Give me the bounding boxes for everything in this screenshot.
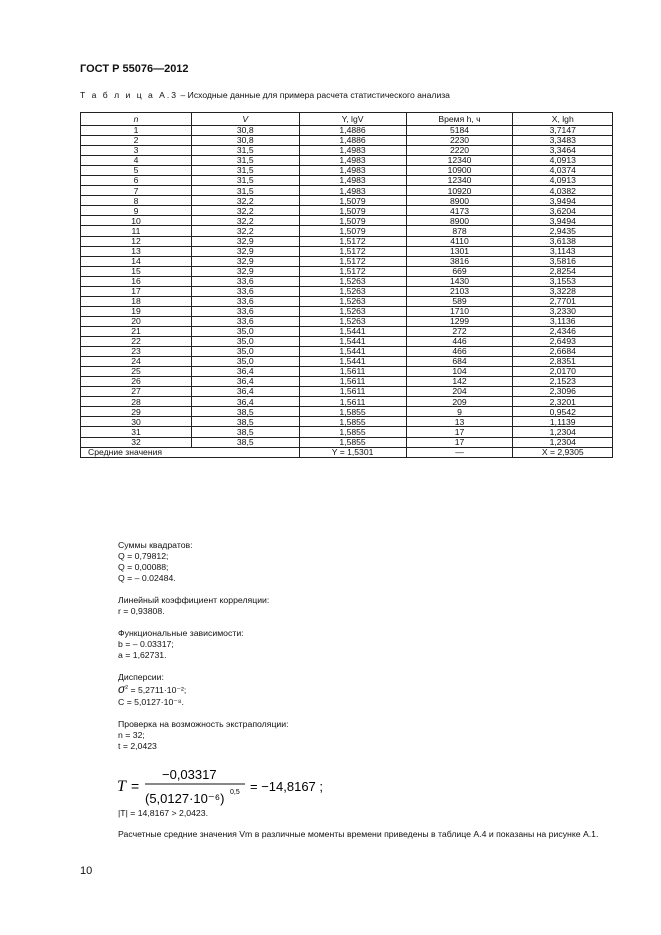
table-cell: 5184	[406, 126, 513, 136]
table-cell: 32,2	[191, 226, 299, 236]
table-cell: 21	[81, 326, 192, 336]
table-cell: 31,5	[191, 156, 299, 166]
table-cell: 2230	[406, 136, 513, 146]
qx-value: Q = 0,79812;	[118, 551, 169, 561]
table-cell: 2220	[406, 146, 513, 156]
table-cell: 14	[81, 256, 192, 266]
table-cell: 1,4886	[299, 136, 406, 146]
extrap-title: Проверка на возможность экстраполяции:	[118, 719, 289, 729]
table-cell: 272	[406, 326, 513, 336]
table-cell: 31	[81, 427, 192, 437]
col-header-x: X, lgh	[513, 113, 613, 126]
table-cell: 1,2304	[513, 437, 613, 447]
table-cell: 35,0	[191, 337, 299, 347]
table-cell: 33,6	[191, 316, 299, 326]
table-cell: 7	[81, 186, 192, 196]
table-cell: 17	[406, 437, 513, 447]
sigma-value: = 5,2711·10⁻²;	[130, 684, 187, 695]
table-cell: 2,8351	[513, 357, 613, 367]
table-cell: 3816	[406, 256, 513, 266]
table-cell: 33,6	[191, 286, 299, 296]
c-value: C = 5,0127·10⁻⁸.	[118, 697, 184, 707]
table-cell: 1301	[406, 246, 513, 256]
table-cell: 3,5816	[513, 256, 613, 266]
table-header-row	[81, 113, 613, 126]
table-row	[81, 337, 613, 347]
table-cell: 35,0	[191, 326, 299, 336]
formula-exponent: 0,5	[230, 789, 240, 796]
table-cell: 20	[81, 316, 192, 326]
table-cell: 2,1523	[513, 377, 613, 387]
table-cell: 4,0913	[513, 176, 613, 186]
table-cell: 27	[81, 387, 192, 397]
table-cell: 32,9	[191, 266, 299, 276]
table-cell: 1,5855	[299, 437, 406, 447]
table-row	[81, 146, 613, 156]
corr-title: Линейный коэффициент корреляции:	[118, 595, 270, 605]
abs-t-line: |T| = 14,8167 > 2,0423.	[118, 808, 209, 818]
table-cell: 1,5172	[299, 256, 406, 266]
table-cell: 3,9494	[513, 196, 613, 206]
table-cell: 1,5855	[299, 407, 406, 417]
table-caption	[80, 90, 450, 100]
table-cell: 2,8254	[513, 266, 613, 276]
table-cell: 33,6	[191, 296, 299, 306]
table-cell: 19	[81, 306, 192, 316]
table-cell: 1,5611	[299, 367, 406, 377]
table-cell: 30,8	[191, 126, 299, 136]
table-cell: 3,6204	[513, 206, 613, 216]
sums-title: Суммы квадратов:	[118, 540, 193, 550]
table-row	[81, 367, 613, 377]
table-row	[81, 427, 613, 437]
r-value: r = 0,93808.	[118, 606, 165, 616]
table-cell: 38,5	[191, 437, 299, 447]
t-crit-value: t = 2,0423	[118, 741, 157, 751]
table-cell: 32,2	[191, 216, 299, 226]
col-header-n: n	[81, 113, 192, 126]
table-cell: 3,3464	[513, 146, 613, 156]
table-cell: 8900	[406, 216, 513, 226]
table-cell: 1,5611	[299, 387, 406, 397]
table-cell: 4,0374	[513, 166, 613, 176]
table-cell: 25	[81, 367, 192, 377]
table-cell: 3,7147	[513, 126, 613, 136]
table-cell: 104	[406, 367, 513, 377]
table-cell: 15	[81, 266, 192, 276]
table-cell: 31,5	[191, 176, 299, 186]
table-cell: 32	[81, 437, 192, 447]
table-cell: 4,0913	[513, 156, 613, 166]
table-row	[81, 256, 613, 266]
table-row	[81, 387, 613, 397]
table-cell: 1,5263	[299, 286, 406, 296]
table-row	[81, 377, 613, 387]
table-cell: 466	[406, 347, 513, 357]
table-cell: 1,5079	[299, 196, 406, 206]
table-cell: 3,9494	[513, 216, 613, 226]
table-cell: 3,3483	[513, 136, 613, 146]
table-cell: 6	[81, 176, 192, 186]
table-cell: 3	[81, 146, 192, 156]
caption-prefix: Т а б л и ц а А.3	[80, 90, 179, 100]
table-cell: 23	[81, 347, 192, 357]
table-row	[81, 296, 613, 306]
table-cell: 10900	[406, 166, 513, 176]
table-row	[81, 286, 613, 296]
table-cell: 38,5	[191, 407, 299, 417]
table-cell: 33,6	[191, 276, 299, 286]
table-cell: 2,3201	[513, 397, 613, 407]
mean-label: Средние значения	[81, 447, 300, 457]
table-cell: 204	[406, 387, 513, 397]
table-cell: 2,0170	[513, 367, 613, 377]
n-value: n = 32;	[118, 730, 145, 740]
table-cell: 35,0	[191, 357, 299, 367]
table-cell: 11	[81, 226, 192, 236]
table-cell: 12340	[406, 156, 513, 166]
mean-y: Y = 1,5301	[299, 447, 406, 457]
table-row	[81, 347, 613, 357]
table-cell: 1,5263	[299, 306, 406, 316]
formula-t-symbol: T	[117, 778, 126, 795]
table-cell: 4173	[406, 206, 513, 216]
table-row	[81, 206, 613, 216]
disp-title: Дисперсии:	[118, 672, 164, 682]
table-cell: 2,6684	[513, 347, 613, 357]
table-row	[81, 276, 613, 286]
table-cell: 4,0382	[513, 186, 613, 196]
a-value: a = 1,62731.	[118, 650, 167, 660]
table-row	[81, 166, 613, 176]
table-cell: 1,5263	[299, 316, 406, 326]
table-cell: 1,4983	[299, 176, 406, 186]
table-cell: 1,5263	[299, 276, 406, 286]
table-row	[81, 316, 613, 326]
table-cell: 30,8	[191, 136, 299, 146]
table-row	[81, 226, 613, 236]
table-row	[81, 266, 613, 276]
table-cell: 31,5	[191, 186, 299, 196]
table-cell: 1,5441	[299, 357, 406, 367]
col-header-v: V	[191, 113, 299, 126]
final-paragraph: Расчетные средние значения Vm в различные моменты времени приведены в таблице А.4 и показаны на рисунке А.1.	[118, 829, 599, 839]
table-cell: 878	[406, 226, 513, 236]
table-cell: 10	[81, 216, 192, 226]
formula-result: = −14,8167 ;	[250, 779, 324, 794]
table-cell: 1,5263	[299, 296, 406, 306]
table-cell: 142	[406, 377, 513, 387]
table-cell: 1,5441	[299, 347, 406, 357]
table-cell: 32,2	[191, 196, 299, 206]
table-cell: 2,9435	[513, 226, 613, 236]
document-header: ГОСТ Р 55076—2012	[80, 63, 189, 75]
table-cell: 13	[81, 246, 192, 256]
table-cell: 9	[81, 206, 192, 216]
table-cell: 1,4886	[299, 126, 406, 136]
table-cell: 13	[406, 417, 513, 427]
table-row	[81, 236, 613, 246]
table-cell: 3,3228	[513, 286, 613, 296]
table-cell: 3,2330	[513, 306, 613, 316]
table-cell: 36,4	[191, 397, 299, 407]
table-cell: 2,4346	[513, 326, 613, 336]
table-row	[81, 196, 613, 206]
table-cell: 38,5	[191, 417, 299, 427]
table-cell: 1710	[406, 306, 513, 316]
table-cell: 1,5079	[299, 216, 406, 226]
table-cell: 209	[406, 397, 513, 407]
b-value: b = – 0.03317;	[118, 639, 174, 649]
table-row	[81, 397, 613, 407]
table-cell: 2	[81, 136, 192, 146]
formula-numerator: −0,03317	[162, 767, 217, 782]
table-cell: 1299	[406, 316, 513, 326]
table-cell: 2,7701	[513, 296, 613, 306]
table-cell: 3,1136	[513, 316, 613, 326]
table-cell: 35,0	[191, 347, 299, 357]
table-cell: 28	[81, 397, 192, 407]
table-cell: 669	[406, 266, 513, 276]
table-cell: 31,5	[191, 166, 299, 176]
table-cell: 33,6	[191, 306, 299, 316]
formula-denominator: (5,0127·10⁻⁶)	[145, 791, 225, 806]
table-cell: 32,9	[191, 256, 299, 266]
table-row	[81, 136, 613, 146]
table-cell: 1,5172	[299, 236, 406, 246]
table-cell: 4110	[406, 236, 513, 246]
table-cell: 1,5172	[299, 246, 406, 256]
mean-h: —	[406, 447, 513, 457]
table-cell: 16	[81, 276, 192, 286]
page-number: 10	[80, 865, 93, 877]
table-cell: 36,4	[191, 377, 299, 387]
table-cell: 36,4	[191, 387, 299, 397]
table-cell: 1,5079	[299, 206, 406, 216]
table-cell: 0,9542	[513, 407, 613, 417]
table-cell: 2,3096	[513, 387, 613, 397]
table-cell: 32,9	[191, 236, 299, 246]
table-row	[81, 156, 613, 166]
table-cell: 1,5611	[299, 377, 406, 387]
table-cell: 1,4983	[299, 146, 406, 156]
table-row	[81, 126, 613, 136]
table-cell: 3,6138	[513, 236, 613, 246]
table-cell: 8900	[406, 196, 513, 206]
table-row	[81, 306, 613, 316]
table-cell: 12	[81, 236, 192, 246]
table-row	[81, 357, 613, 367]
table-cell: 2,6493	[513, 337, 613, 347]
table-cell: 31,5	[191, 146, 299, 156]
table-footer-row	[81, 447, 613, 457]
table-cell: 26	[81, 377, 192, 387]
table-row	[81, 407, 613, 417]
formula-eq-sign: =	[131, 778, 140, 794]
table-cell: 1,5441	[299, 337, 406, 347]
table-cell: 24	[81, 357, 192, 367]
sigma-line: $\sigma^2 = 5,2711\cdot 10^{-2}$;	[118, 681, 187, 696]
col-header-h: Время h, ч	[406, 113, 513, 126]
table-cell: 1,4983	[299, 166, 406, 176]
caption-text: – Исходные данные для примера расчета статистического анализа	[178, 90, 450, 100]
col-header-y: Y, lgV	[299, 113, 406, 126]
table-cell: 4	[81, 156, 192, 166]
table-cell: 1,5172	[299, 266, 406, 276]
table-row	[81, 246, 613, 256]
table-cell: 9	[406, 407, 513, 417]
qy-value: Q = 0,00088;	[118, 562, 169, 572]
func-title: Функциональные зависимости:	[118, 628, 244, 638]
table-cell: 1,2304	[513, 427, 613, 437]
table-cell: 1,5855	[299, 427, 406, 437]
table-cell: 3,1143	[513, 246, 613, 256]
table-cell: 5	[81, 166, 192, 176]
table-cell: 22	[81, 337, 192, 347]
table-cell: 1,5855	[299, 417, 406, 427]
table-row	[81, 186, 613, 196]
table-cell: 18	[81, 296, 192, 306]
table-cell: 1,4983	[299, 186, 406, 196]
table-row	[81, 437, 613, 447]
table-row	[81, 417, 613, 427]
table-cell: 1,5611	[299, 397, 406, 407]
table-cell: 589	[406, 296, 513, 306]
mean-x: X = 2,9305	[513, 447, 613, 457]
calculations	[118, 540, 289, 752]
table-cell: 684	[406, 357, 513, 367]
qxy-value: Q = – 0.02484.	[118, 573, 176, 583]
table-cell: 38,5	[191, 427, 299, 437]
table-cell: 17	[406, 427, 513, 437]
table-row	[81, 176, 613, 186]
table-cell: 1,4983	[299, 156, 406, 166]
table-cell: 8	[81, 196, 192, 206]
table-cell: 2103	[406, 286, 513, 296]
table-cell: 1430	[406, 276, 513, 286]
table-cell: 32,2	[191, 206, 299, 216]
table-row	[81, 326, 613, 336]
table-cell: 3,1553	[513, 276, 613, 286]
table-cell: 1,1139	[513, 417, 613, 427]
table-cell: 10920	[406, 186, 513, 196]
t-formula	[117, 762, 337, 808]
table-cell: 36,4	[191, 367, 299, 377]
table-cell: 12340	[406, 176, 513, 186]
table-cell: 1	[81, 126, 192, 136]
table-cell: 29	[81, 407, 192, 417]
table-cell: 446	[406, 337, 513, 347]
table-cell: 32,9	[191, 246, 299, 256]
table-cell: 30	[81, 417, 192, 427]
table-row	[81, 216, 613, 226]
data-table	[80, 112, 613, 458]
table-cell: 1,5441	[299, 326, 406, 336]
table-cell: 17	[81, 286, 192, 296]
table-cell: 1,5079	[299, 226, 406, 236]
